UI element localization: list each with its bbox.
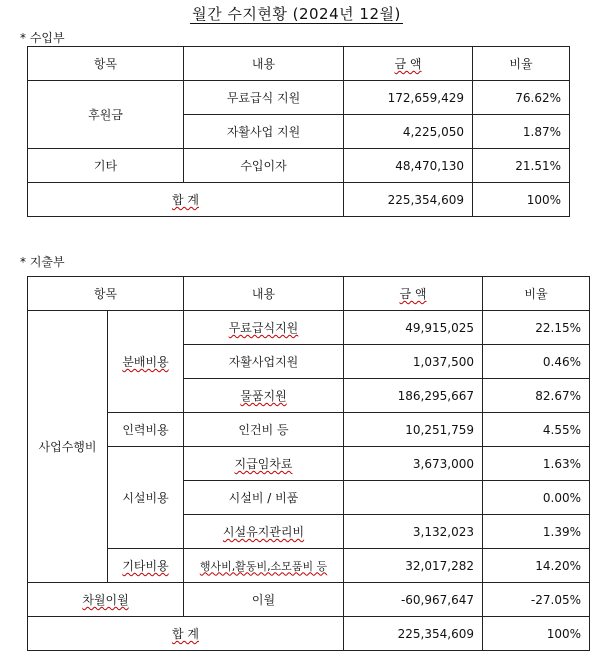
item-cell: 자활사업 지원 (184, 115, 344, 149)
header-content: 내용 (184, 277, 344, 311)
expense-table (27, 276, 590, 651)
ratio-cell: 1.87% (473, 115, 570, 149)
page-title (0, 3, 593, 24)
amount-cell: 3,673,000 (344, 447, 483, 481)
amount-cell: -60,967,647 (344, 583, 483, 617)
item-cell: 자활사업지원 (184, 345, 344, 379)
ratio-cell: 21.51% (473, 149, 570, 183)
total-amount: 225,354,609 (344, 183, 473, 217)
table-row (28, 149, 570, 183)
ratio-cell: 76.62% (473, 81, 570, 115)
amount-cell: 172,659,429 (344, 81, 473, 115)
total-ratio: 100% (483, 617, 590, 651)
group-cell: 기타 (28, 149, 184, 183)
item-cell: 물품지원 (184, 379, 344, 413)
table-row (28, 311, 590, 345)
income-table (27, 46, 570, 217)
group-cell: 후원금 (28, 81, 184, 149)
ratio-cell: 0.46% (483, 345, 590, 379)
amount-cell: 4,225,050 (344, 115, 473, 149)
item-cell: 지급임차료 (184, 447, 344, 481)
total-amount: 225,354,609 (344, 617, 483, 651)
header-item: 항목 (28, 47, 184, 81)
total-label: 합 계 (28, 183, 344, 217)
amount-cell: 10,251,759 (344, 413, 483, 447)
item-cell: 수입이자 (184, 149, 344, 183)
amount-cell: 32,017,282 (344, 549, 483, 583)
ratio-cell: 14.20% (483, 549, 590, 583)
amount-cell: 49,915,025 (344, 311, 483, 345)
header-content: 내용 (184, 47, 344, 81)
amount-cell (344, 481, 483, 515)
header-item: 항목 (28, 277, 184, 311)
total-row (28, 617, 590, 651)
item-cell: 행사비,활동비,소모품비 등 (184, 549, 344, 583)
item-cell: 시설비 / 비품 (184, 481, 344, 515)
header-ratio: 비율 (473, 47, 570, 81)
table-row (28, 413, 590, 447)
amount-cell: 186,295,667 (344, 379, 483, 413)
header-amount: 금 액 (344, 277, 483, 311)
amount-cell: 48,470,130 (344, 149, 473, 183)
ratio-cell: 0.00% (483, 481, 590, 515)
ratio-cell: 4.55% (483, 413, 590, 447)
item-cell: 무료급식지원 (184, 311, 344, 345)
ratio-cell: 1.39% (483, 515, 590, 549)
total-row (28, 183, 570, 217)
item-cell: 무료급식 지원 (184, 81, 344, 115)
sub-group-cell: 기타비용 (108, 549, 184, 583)
expense-heading: * 지출부 (20, 255, 65, 269)
header-amount: 금 액 (344, 47, 473, 81)
page-title-text: 월간 수지현황 (2024년 12월) (192, 5, 401, 23)
sub-group-cell: 분배비용 (108, 311, 184, 413)
table-header-row (28, 47, 570, 81)
item-cell: 시설유지관리비 (184, 515, 344, 549)
ratio-cell: 1.63% (483, 447, 590, 481)
total-label: 합 계 (28, 617, 344, 651)
table-row (28, 447, 590, 481)
main-group-cell: 사업수행비 (28, 311, 108, 583)
amount-cell: 1,037,500 (344, 345, 483, 379)
header-ratio: 비율 (483, 277, 590, 311)
table-header-row (28, 277, 590, 311)
sub-group-cell: 시설비용 (108, 447, 184, 549)
amount-cell: 3,132,023 (344, 515, 483, 549)
income-heading: * 수입부 (20, 31, 65, 45)
carryover-label: 차월이월 (28, 583, 184, 617)
sub-group-cell: 인력비용 (108, 413, 184, 447)
ratio-cell: 22.15% (483, 311, 590, 345)
item-cell: 이월 (184, 583, 344, 617)
carryover-row (28, 583, 590, 617)
ratio-cell: -27.05% (483, 583, 590, 617)
ratio-cell: 82.67% (483, 379, 590, 413)
item-cell: 인건비 등 (184, 413, 344, 447)
total-ratio: 100% (473, 183, 570, 217)
table-row (28, 81, 570, 115)
table-row (28, 549, 590, 583)
